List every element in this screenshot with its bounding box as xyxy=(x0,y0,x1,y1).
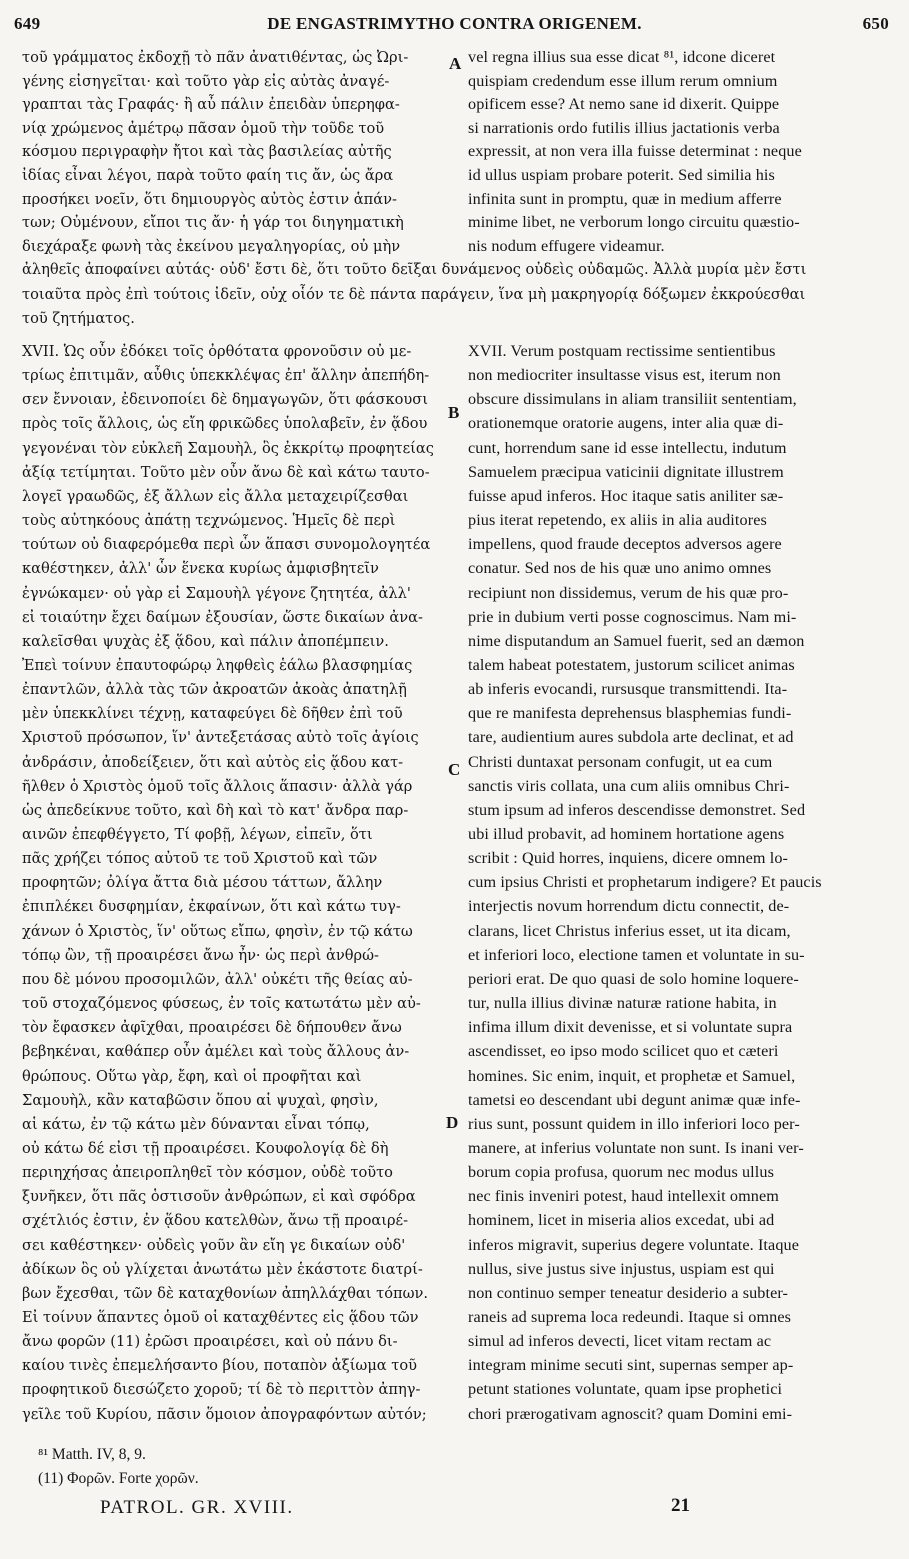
greek-full-line: ἀληθεῖς ἀποφαίνει αὐτάς· οὐδ' ἔστι δὲ, ὅτι τοῦτο δεῖξαι δυνάμενος οὐδεὶς οὐδαμῶς. Ἀλλὰ μυρία μὲν ἔστι xyxy=(22,261,807,278)
footnote-11: (11) Φορῶν. Forte χορῶν. xyxy=(38,1470,199,1487)
greek-line: ἐγνώκαμεν· οὐ γὰρ εἰ Σαμουὴλ γέγονε ζητητέα, ἀλλ' xyxy=(22,584,411,602)
greek-line: σεν ἔννοιαν, ἐδεινοποίει δὲ δημαγωγῶν, ὅτι φάσκουσι xyxy=(22,391,428,409)
latin-line: infima illum dixit devenisse, et si voluntate supra xyxy=(468,1018,793,1037)
latin-line: obscure dissimulans in aliam transiliit sententiam, xyxy=(468,390,797,409)
latin-line: conatur. Sed nos de his quæ uno animo omnes xyxy=(468,559,772,578)
latin-line: hominem, licet in miseria alios excedat, ubi ad xyxy=(468,1211,775,1230)
latin-line: ab inferis evocandi, rursusque transmittendi. Ita- xyxy=(468,680,788,699)
latin-line: inferos migravit, superius degere voluntate. Itaque xyxy=(468,1235,799,1254)
latin-line: raneis ad suprema loca redeundi. Itaque si omnes xyxy=(468,1308,792,1326)
greek-line: ἐπιπλέκει δυσφημίαν, ἐκφαίνων, ὅτι καὶ κάτω τυγ- xyxy=(22,898,401,916)
greek-line: τοὺς αὐτηκόους ἀπάτῃ τεχνώμενος. Ἡμεῖς δὲ περὶ xyxy=(22,512,396,530)
latin-line: id ullus uspiam probare poterit. Sed similia his xyxy=(468,166,775,184)
latin-line: periori erat. De quo quasi de solo homine loquere- xyxy=(468,969,799,988)
greek-full-line: τοῦ ζητήματος. xyxy=(22,310,135,327)
greek-line: ἀξίᾳ τετίμηται. Τοῦτο μὲν οὖν ἄνω δὲ καὶ κάτω ταυτο- xyxy=(22,463,430,481)
latin-line: fuisse apud inferos. Hoc itaque satis aniliter sæ- xyxy=(468,486,784,505)
greek-line: σχέτλιός ἐστιν, ἐν ᾅδου κατελθὼν, ἄνω τῇ προαιρέ- xyxy=(22,1212,409,1230)
latin-line: expressit, at non vera illa fuisse determinat : neque xyxy=(468,142,802,161)
latin-line: chori prærogativam agnoscit? quam Domini emi- xyxy=(468,1404,793,1423)
greek-line: των; Οὐμένουν, εἴποι τις ἄν· ἡ γάρ τοι διηγηματικὴ xyxy=(22,214,404,232)
latin-line: manere, at inferius voluntate non sunt. Is inani ver- xyxy=(468,1138,804,1157)
latin-line: quispiam credendum esse illum rerum omnium xyxy=(468,71,778,90)
greek-line: τοῦ γράμματος ἐκδοχῇ τὸ πᾶν ἀνατιθέντας, ὡς Ὠρι- xyxy=(22,49,409,66)
greek-line: ἄνω φορῶν (11) ἐρῶσι προαιρέσει, καὶ οὐ πάνυ δι- xyxy=(22,1333,398,1351)
greek-line: διεχάραξε φωνὴ τὰς ἐκείνου μεγαληγορίας, οὐ μὴν xyxy=(22,237,401,255)
latin-line: stum ipsum ad inferos descendisse demonstret. Sed xyxy=(468,800,806,819)
footnote-81: ⁸¹ Matth. IV, 8, 9. xyxy=(38,1446,146,1463)
page-number-right: 650 xyxy=(862,14,889,33)
greek-line: ἀδίκων ὃς οὐ γλίχεται ἀνωτάτω μὲν ἑκάστοτε διατρί- xyxy=(22,1260,423,1278)
latin-line: Samuelem præcipua vaticinii dignitate illustrem xyxy=(468,462,784,481)
greek-line: κόσμου περιγραφὴν ἤτοι καὶ τὰς βασιλείας αὐτῆς xyxy=(22,143,392,161)
latin-line: ubi illud probavit, ad hominem hortatione agens xyxy=(468,825,785,843)
greek-line: χάνων ὁ Χριστὸς, ἵν' οὕτως εἴπω, φησὶν, ἐν τῷ κάτω xyxy=(22,922,413,940)
latin-line: prie in dubium verti posse cognoscimus. Nam mi- xyxy=(468,607,797,626)
latin-line: opificem esse? At nemo sane id dixerit. Quippe xyxy=(468,95,780,114)
latin-line: nec finis inveniri potest, haud intellexit omnem xyxy=(468,1187,779,1206)
greek-line: τὸν ἔφασκεν ἀφῖχθαι, προαιρέσει δὲ δήπουθεν ἄνω xyxy=(22,1019,402,1037)
greek-line: βεβηκέναι, καθάπερ οὖν ἀμέλει καὶ τοὺς ἄλλους ἀν- xyxy=(22,1043,410,1061)
greek-line: ἐπαντλῶν, ἀλλὰ τὰς τῶν ἀκροατῶν ἀκοὰς ἀπατηλῇ xyxy=(22,681,407,699)
greek-line: πρὸς τοῖς ἄλλοις, ὡς εἴη φρικῶδες ὑπολαβεῖν, ἐν ᾅδου xyxy=(22,415,428,433)
greek-line: γεῖλε τοῦ Κυρίου, πᾶσιν ὅμοιον ἀπογραφόντων αὐτόν; xyxy=(22,1405,427,1423)
latin-line: talem habeat potestatem, justorum scilicet animas xyxy=(468,655,795,674)
greek-line: τοῦ στοχαζόμενος φύσεως, ἐν τοῖς κατωτάτω μὲν αὐ- xyxy=(22,995,421,1013)
greek-line: νίᾳ χρώμενος ἀμέτρῳ πᾶσαν ὁμοῦ τὴν τοῦδε τοῦ xyxy=(22,119,385,137)
latin-line: tametsi eo descendant ubi degunt animæ quæ infe- xyxy=(468,1090,801,1109)
margin-marker-a: A xyxy=(449,54,462,73)
greek-line: τρίως ἐπιτιμᾶν, αὖθις ὑπεκκλέψας ἐπ' ἄλλην ἀπεπήδη- xyxy=(22,367,430,385)
latin-line: clarans, licet Christus inferius esset, ut ita dicam, xyxy=(468,921,791,940)
footer-volume: PATROL. GR. XVIII. xyxy=(100,1497,294,1518)
greek-line: αἱ κάτω, ἐν τῷ κάτω μὲν δύνανται εἶναι τόπῳ, xyxy=(22,1115,370,1133)
greek-line: καίου τινὲς ἐπεμελήσαντο βίου, ποταπὸν ἀξίωμα τοῦ xyxy=(22,1357,418,1375)
greek-line: αινῶν ἐπεφθέγγετο, Τί φοβῇ, λέγων, εἰπεῖν, ὅτι xyxy=(22,826,373,843)
greek-line: Χριστοῦ πρόσωπον, ἵν' ἀντεξετάσας αὐτὸ τοῖς ἁγίοις xyxy=(22,729,419,747)
greek-line: βων ἔχεσθαι, τῶν δὲ καταχθονίων ἀπηλλάχθαι τόπων. xyxy=(22,1284,429,1302)
greek-line: μὲν ὑπεκκλίνει τέχνῃ, καταφεύγει δὲ δῆθεν ἐπὶ τοῦ xyxy=(22,705,403,723)
latin-line: interjectis novum horrendum dictu connectit, de- xyxy=(468,897,790,916)
greek-line: προφητῶν; ὀλίγα ἄττα διὰ μέσου τάττων, ἄλλην xyxy=(22,874,383,892)
page-number-left: 649 xyxy=(14,14,41,33)
greek-line: σει καθέστηκεν· οὐδεὶς γοῦν ἂν εἴη γε δικαίων οὐδ' xyxy=(22,1236,406,1254)
latin-line: cum ipsius Christi et prophetarum indigere? Et paucis xyxy=(468,873,822,892)
latin-line: et inferiori loco, electione tamen et voluntate in su- xyxy=(468,945,805,964)
latin-line: homines. Sic enim, inquit, et prophetæ et Samuel, xyxy=(468,1066,796,1085)
greek-line: πᾶς χρήζει τόπος αὐτοῦ τε τοῦ Χριστοῦ καὶ τῶν xyxy=(22,850,378,868)
greek-line: Σαμουὴλ, κἂν καταβῶσιν ὅπου αἱ ψυχαὶ, φησὶν, xyxy=(22,1091,379,1109)
greek-line: καλεῖσθαι ψυχὰς ἐξ ᾅδου, καὶ πάλιν ἀποπέμπειν. xyxy=(22,632,389,650)
greek-line: τούτων οὐ διαφερόμεθα περὶ ὧν ἅπασι συνομολογητέα xyxy=(22,536,431,554)
greek-line: Ἐπεὶ τοίνυν ἐπαυτοφώρῳ ληφθεὶς ἑάλω βλασφημίας xyxy=(22,656,413,674)
greek-line: Εἰ τοίνυν ἅπαντες ὁμοῦ οἱ καταχθέντες εἰς ᾅδου τῶν xyxy=(22,1309,419,1326)
latin-line: infinita sunt in promptu, quæ in medium afferre xyxy=(468,189,782,208)
footer-signature: 21 xyxy=(671,1495,690,1516)
latin-line: vel regna illius sua esse dicat ⁸¹, idcone diceret xyxy=(468,48,776,66)
greek-line: που δὲ μόνου προσομιλῶν, ἀλλ' οὐκέτι τῆς θείας αὐ- xyxy=(22,970,413,988)
running-title: DE ENGASTRIMYTHO CONTRA ORIGENEM. xyxy=(267,14,642,33)
latin-line: sanctis viris collata, una cum aliis omnibus Chri- xyxy=(468,776,790,795)
latin-line: borum copia profusa, quorum nec modus ullus xyxy=(468,1163,774,1182)
greek-line: περιηχήσας ἀπειροπληθεῖ τὸν κόσμον, οὐδὲ τοῦτο xyxy=(22,1164,393,1182)
latin-line: petunt stationes voluntate, quam ipse prophetici xyxy=(468,1380,783,1399)
latin-line: scribit : Quid horres, inquiens, dicere omnem lo- xyxy=(468,849,789,868)
margin-marker-c: C xyxy=(448,760,461,779)
greek-line: εἰ τοιαύτην ἔχει δαίμων ἐξουσίαν, ὥστε δικαίων ἀνα- xyxy=(22,608,423,626)
greek-line: οὐ κάτω δέ εἰσι τῇ προαιρέσει. Κουφολογίᾳ δὲ δὴ xyxy=(22,1139,389,1157)
greek-line: ὡς ἀπεδείκνυε τοῦτο, καὶ δὴ καὶ τὸ κατ' ἄνδρα παρ- xyxy=(22,801,409,819)
latin-line: Christi duntaxat personam confugit, ut ea cum xyxy=(468,752,773,771)
latin-line: non mediocriter insultasse visus est, iterum non xyxy=(468,366,781,385)
greek-line: γένης εἰσηγεῖται· καὶ τοῦτο γὰρ εἰς αὐτὰς ἀναγέ- xyxy=(22,72,390,90)
latin-line: XVII. Verum postquam rectissime sentientibus xyxy=(468,342,776,360)
latin-line: recipiunt non dissidemus, verum de his quæ pro- xyxy=(468,583,789,602)
greek-line: καθέστηκεν, ἀλλ' ὧν ἕνεκα κυρίως ἀμφισβητεῖν xyxy=(22,560,379,578)
greek-line: γεγονέναι τὸν εὐκλεῆ Σαμουὴλ, ὃς ἐκκρίτῳ προφητείας xyxy=(22,439,434,457)
latin-line: non continuo semper teneatur desiderio a subter- xyxy=(468,1283,789,1302)
latin-line: minime libet, ne verborum longo circuitu quæstio- xyxy=(468,213,800,232)
greek-full-line: τοιαῦτα πρὸς ἐπὶ τούτοις ἰδεῖν, οὐχ οἷόν τε δὲ πάντα παράγειν, ἵνα μὴ μακρηγορίᾳ δόξωμεν ἐκκρούεσθαι xyxy=(22,285,806,303)
greek-line: ξυνῆκεν, ὅτι πᾶς ὁστισοῦν ἀνθρώπων, εἰ καὶ σφόδρα xyxy=(22,1188,416,1206)
greek-line: προφητικοῦ διεσώζετο χοροῦ; τί δὲ τὸ περιττὸν ἀπηγ- xyxy=(22,1381,421,1399)
latin-line: orationemque oratorie augens, inter alia quæ di- xyxy=(468,414,784,433)
greek-line: ἰδίας εἶναι λέγοι, παρὰ τοῦτο φαίη τις ἄν, ὡς ἄρα xyxy=(22,167,394,184)
latin-line: cunt, horrendum sane id esse intellectu, indutum xyxy=(468,438,787,457)
latin-line: que re manifesta deprehensus blasphemias fundi- xyxy=(468,704,792,723)
greek-line: λογεῖ γραωδῶς, ἐξ ἄλλων εἰς ἄλλα μεταχειρίζεσθαι xyxy=(22,487,409,505)
greek-line: XVII. Ὡς οὖν ἐδόκει τοῖς ὀρθότατα φρονοῦσιν οὐ με- xyxy=(22,343,412,360)
greek-line: γραπται τὰς Γραφάς· ἢ αὖ πάλιν ἐπειδὰν ὑπερηφα- xyxy=(22,96,400,114)
latin-line: nis nodum effugere videamur. xyxy=(468,236,665,255)
greek-line: ῆλθεν ὁ Χριστὸς ὁμοῦ τοῖς ἄλλοις ἅπασιν· ἀλλὰ γάρ xyxy=(22,777,413,795)
margin-marker-b: B xyxy=(448,403,460,422)
margin-marker-d: D xyxy=(446,1113,459,1132)
greek-line: θρώπους. Οὕτω γὰρ, ἔφη, καὶ οἱ προφῆται καὶ xyxy=(22,1067,362,1085)
greek-line: προσήκει νοεῖν, ὅτι δημιουργὸς αὐτὸς ἐστιν ἁπάν- xyxy=(22,190,397,208)
latin-line: pius iterat repetendo, ex aliis in alia auditores xyxy=(468,511,767,530)
latin-line: integram minime secuti sint, supernas semper ap- xyxy=(468,1356,794,1375)
latin-line: ascendisset, eo ipso modo scilicet quo et cæteri xyxy=(468,1042,779,1061)
greek-line: ἀνδράσιν, ἀποδείξειεν, ὅτι καὶ αὐτὸς εἰς ᾅδου κατ- xyxy=(22,753,404,771)
latin-line: rius sunt, possunt quidem in illo inferiori loco per- xyxy=(468,1114,800,1133)
latin-line: impellens, quod fraude deceptos adversos agere xyxy=(468,535,782,554)
greek-line: τόπῳ ὢν, τῇ προαιρέσει ἄνω ἦν· ὡς περὶ ἀνθρώ- xyxy=(22,946,379,964)
latin-line: si narrationis ordo futilis illius jactationis verba xyxy=(468,118,780,137)
latin-line: tur, nulla illius divinæ naturæ ratione habita, in xyxy=(468,994,777,1013)
latin-line: nime disputandum an Samuel fuerit, sed an dæmon xyxy=(468,631,805,650)
latin-line: nullus, sive justus sive injustus, uspiam est qui xyxy=(468,1259,775,1278)
latin-line: tare, audientium aures subdola arte declinat, et ad xyxy=(468,728,794,747)
latin-line: simul ad inferos devecti, licet vitam rectam ac xyxy=(468,1332,772,1351)
